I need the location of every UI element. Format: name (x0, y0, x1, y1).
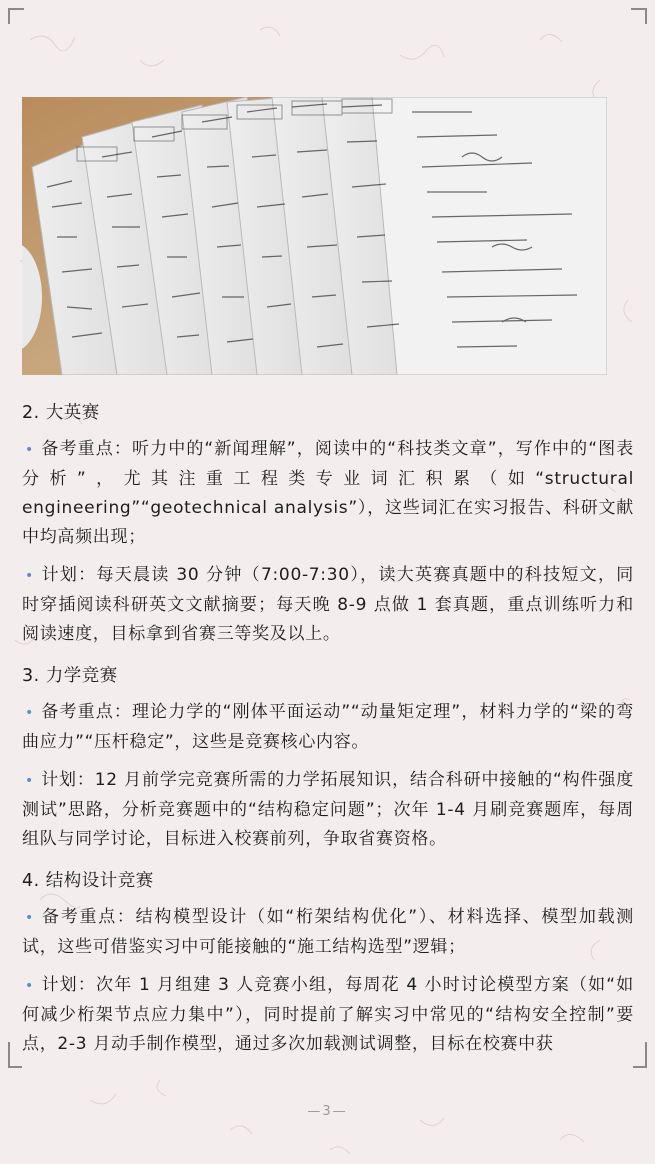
section-heading: 2. 大英赛 (22, 403, 100, 423)
section-english-contest (22, 400, 634, 649)
item-text: 备考重点：听力中的“新闻理解”，阅读中的“科技类文章”，写作中的“图表分析”，尤其注重工程类专业词汇积累（如“structural engineering”“geotechnical analysis”），这些词汇在实习报告、科研文献中均高频出现； (22, 439, 634, 547)
notes-photo (22, 97, 607, 375)
bullet-icon: • (25, 568, 34, 584)
item-text: 计划：12 月前学完竞赛所需的力学拓展知识，结合科研中接触的“构件强度测试”思路，分析竞赛题中的“结构稳定问题”；次年 1-4 月刷竞赛题库，每周组队与同学讨论，目标进入校赛前列，争取省赛资格。 (22, 770, 634, 849)
list-item (22, 903, 634, 962)
list-item (22, 766, 634, 854)
list-item (22, 698, 634, 757)
page-number: —3— (307, 1104, 348, 1119)
bullet-icon: • (25, 910, 34, 926)
document-body (22, 392, 634, 1068)
section-mechanics-contest (22, 663, 634, 854)
list-item (22, 435, 634, 552)
corner-mark-top-right (631, 8, 647, 24)
corner-mark-bottom-right (633, 1042, 647, 1068)
item-text: 计划：次年 1 月组建 3 人竞赛小组，每周花 4 小时讨论模型方案（如“如何减少桁架节点应力集中”），同时提前了解实习中常见的“结构安全控制”要点，2-3 月动手制作模型，通过多次加载测试调整，目标在校赛中获 (22, 975, 634, 1054)
section-structural-design-contest (22, 868, 634, 1059)
section-heading: 3. 力学竞赛 (22, 666, 118, 686)
corner-mark-top-left (8, 8, 24, 24)
section-heading: 4. 结构设计竞赛 (22, 871, 154, 891)
bullet-icon: • (25, 705, 34, 721)
list-item (22, 971, 634, 1059)
handwritten-notes-image (22, 97, 607, 375)
list-item (22, 561, 634, 649)
item-text: 计划：每天晨读 30 分钟（7:00-7:30），读大英赛真题中的科技短文，同时穿插阅读科研英文文献摘要；每天晚 8-9 点做 1 套真题，重点训练听力和阅读速度，目标拿到省赛三等奖及以上。 (22, 565, 634, 644)
bullet-icon: • (25, 773, 34, 789)
item-text: 备考重点：结构模型设计（如“桁架结构优化”）、材料选择、模型加载测试，这些可借鉴实习中可能接触的“施工结构选型”逻辑； (22, 907, 634, 957)
bullet-icon: • (25, 442, 34, 458)
bullet-icon: • (25, 978, 34, 994)
item-text: 备考重点：理论力学的“刚体平面运动”“动量矩定理”，材料力学的“梁的弯曲应力”“压杆稳定”，这些是竞赛核心内容。 (22, 702, 634, 752)
corner-mark-bottom-left (8, 1042, 22, 1068)
